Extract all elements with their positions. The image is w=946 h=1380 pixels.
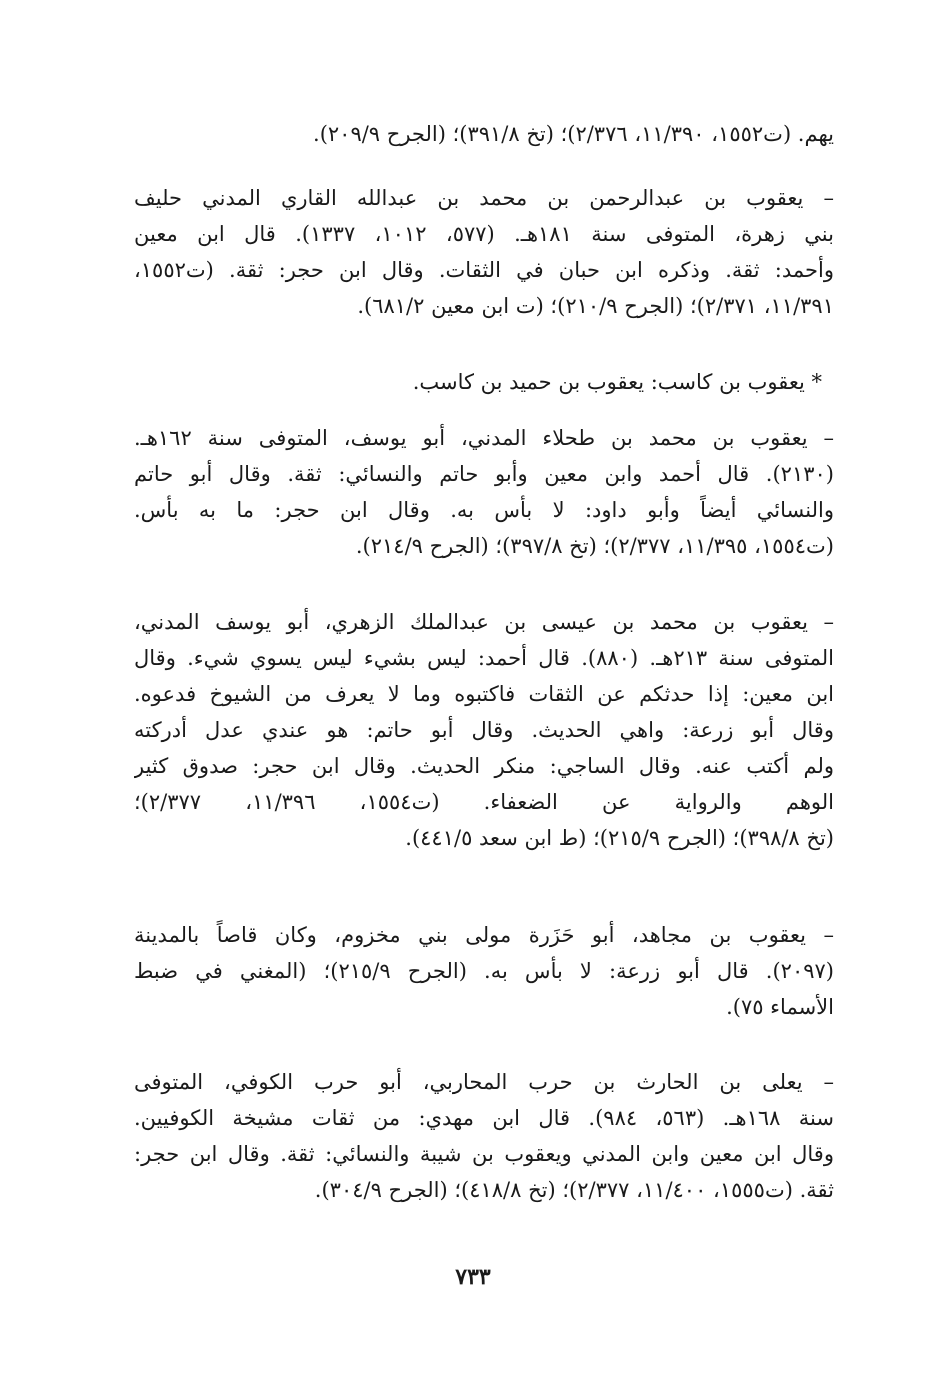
text-line: – يعقوب بن عبدالرحمن بن محمد بن عبدالله القاري المدني حليف — [134, 186, 834, 210]
text-line: الأسماء ٧٥). — [726, 995, 834, 1019]
entry-yala-ibn-al-harith — [134, 1064, 834, 1208]
text-line: (٢١٣٠). قال أحمد وابن معين وأبو حاتم والنسائي: ثقة. وقال أبو حاتم — [134, 462, 834, 486]
text-line: بني زهرة، المتوفى سنة ١٨١هـ. (٥٧٧، ١٠١٢، ١٣٣٧). قال ابن معين — [134, 222, 834, 246]
text-line: (ت١٥٥٤، ١١/٣٩٥، ٢/٣٧٧)؛ (تخ ٣٩٧/٨)؛ (الجرح ٢١٤/٩). — [355, 534, 834, 558]
text-line: – يعقوب بن مجاهد، أبو حَزَرة مولى بني مخزوم، وكان قاصاً بالمدينة — [134, 923, 834, 947]
text-line: الوهم والرواية عن الضعفاء. (ت١٥٥٤، ١١/٣٩٦، ٢/٣٧٧)؛ — [134, 790, 834, 814]
text-line: ولم أكتب عنه. وقال الساجي: منكر الحديث. وقال ابن حجر: صدوق كثير — [134, 754, 834, 778]
text-line: وقال ابن معين وابن المدني ويعقوب بن شيبة والنسائي: ثقة. وقال ابن حجر: — [134, 1142, 834, 1166]
text-line: ثقة. (ت١٥٥٥، ١١/٤٠٠، ٢/٣٧٧)؛ (تخ ٤١٨/٨)؛ (الجرح ٣٠٤/٩). — [314, 1178, 834, 1202]
text-line: (٢٠٩٧). قال أبو زرعة: لا بأس به. (الجرح ٢١٥/٩)؛ (المغني في ضبط — [134, 959, 834, 983]
entry-yaqub-ibn-mujahid — [134, 917, 834, 1025]
text-line: المتوفى سنة ٢١٣هـ. (٨٨٠). قال أحمد: ليس بشيء ليس يسوي شيء. وقال — [134, 646, 834, 670]
text-line: – يعقوب بن محمد بن طحلاء المدني، أبو يوسف، المتوفى سنة ١٦٢هـ. — [134, 426, 834, 450]
text-line: – يعقوب بن محمد بن عيسى بن عبدالملك الزهري، أبو يوسف المدني، — [134, 610, 834, 634]
text-line: والنسائي أيضاً وأبو داود: لا بأس به. وقال ابن حجر: ما به بأس. — [134, 498, 834, 522]
text-line: يهم. (ت١٥٥٢، ١١/٣٩٠، ٢/٣٧٦)؛ (تخ ٣٩١/٨)؛ (الجرح ٢٠٩/٩). — [313, 122, 834, 146]
text-line: – يعلى بن الحارث بن حرب المحاربي، أبو حرب الكوفي، المتوفى — [134, 1070, 834, 1094]
text-line: ١١/٣٩١، ٢/٣٧١)؛ (الجرح ٢١٠/٩)؛ (ت ابن معين ٦٨١/٢). — [357, 294, 834, 318]
entry-yaqub-ibn-kasib — [134, 364, 834, 400]
text-line: سنة ١٦٨هـ. (٥٦٣، ٩٨٤). قال ابن مهدي: من ثقات مشيخة الكوفيين. — [134, 1106, 834, 1130]
entry-yaqub-ibn-muhammad-al-zuhri — [134, 604, 834, 856]
text-line: (تخ ٣٩٨/٨)؛ (الجرح ٢١٥/٩)؛ (ط ابن سعد ٤٤١/٥). — [405, 826, 834, 850]
text-line: * يعقوب بن كاسب: يعقوب بن حميد بن كاسب. — [412, 370, 822, 394]
page-number: ٧٣٣ — [455, 1264, 491, 1290]
text-line: وأحمد: ثقة. وذكره ابن حبان في الثقات. وقال ابن حجر: ثقة. (ت١٥٥٢، — [134, 258, 834, 282]
entry-yaqub-ibn-muhammad-ibn-tahla — [134, 420, 834, 564]
text-line: ابن معين: إذا حدثكم عن الثقات فاكتبوه وما لا يعرف من الشيوخ فدعوه. — [134, 682, 834, 706]
text-line: وقال أبو زرعة: واهي الحديث. وقال أبو حاتم: هو عندي عدل أدركته — [134, 718, 834, 742]
entry-continuation — [134, 116, 834, 152]
entry-yaqub-ibn-abdulrahman — [134, 180, 834, 324]
